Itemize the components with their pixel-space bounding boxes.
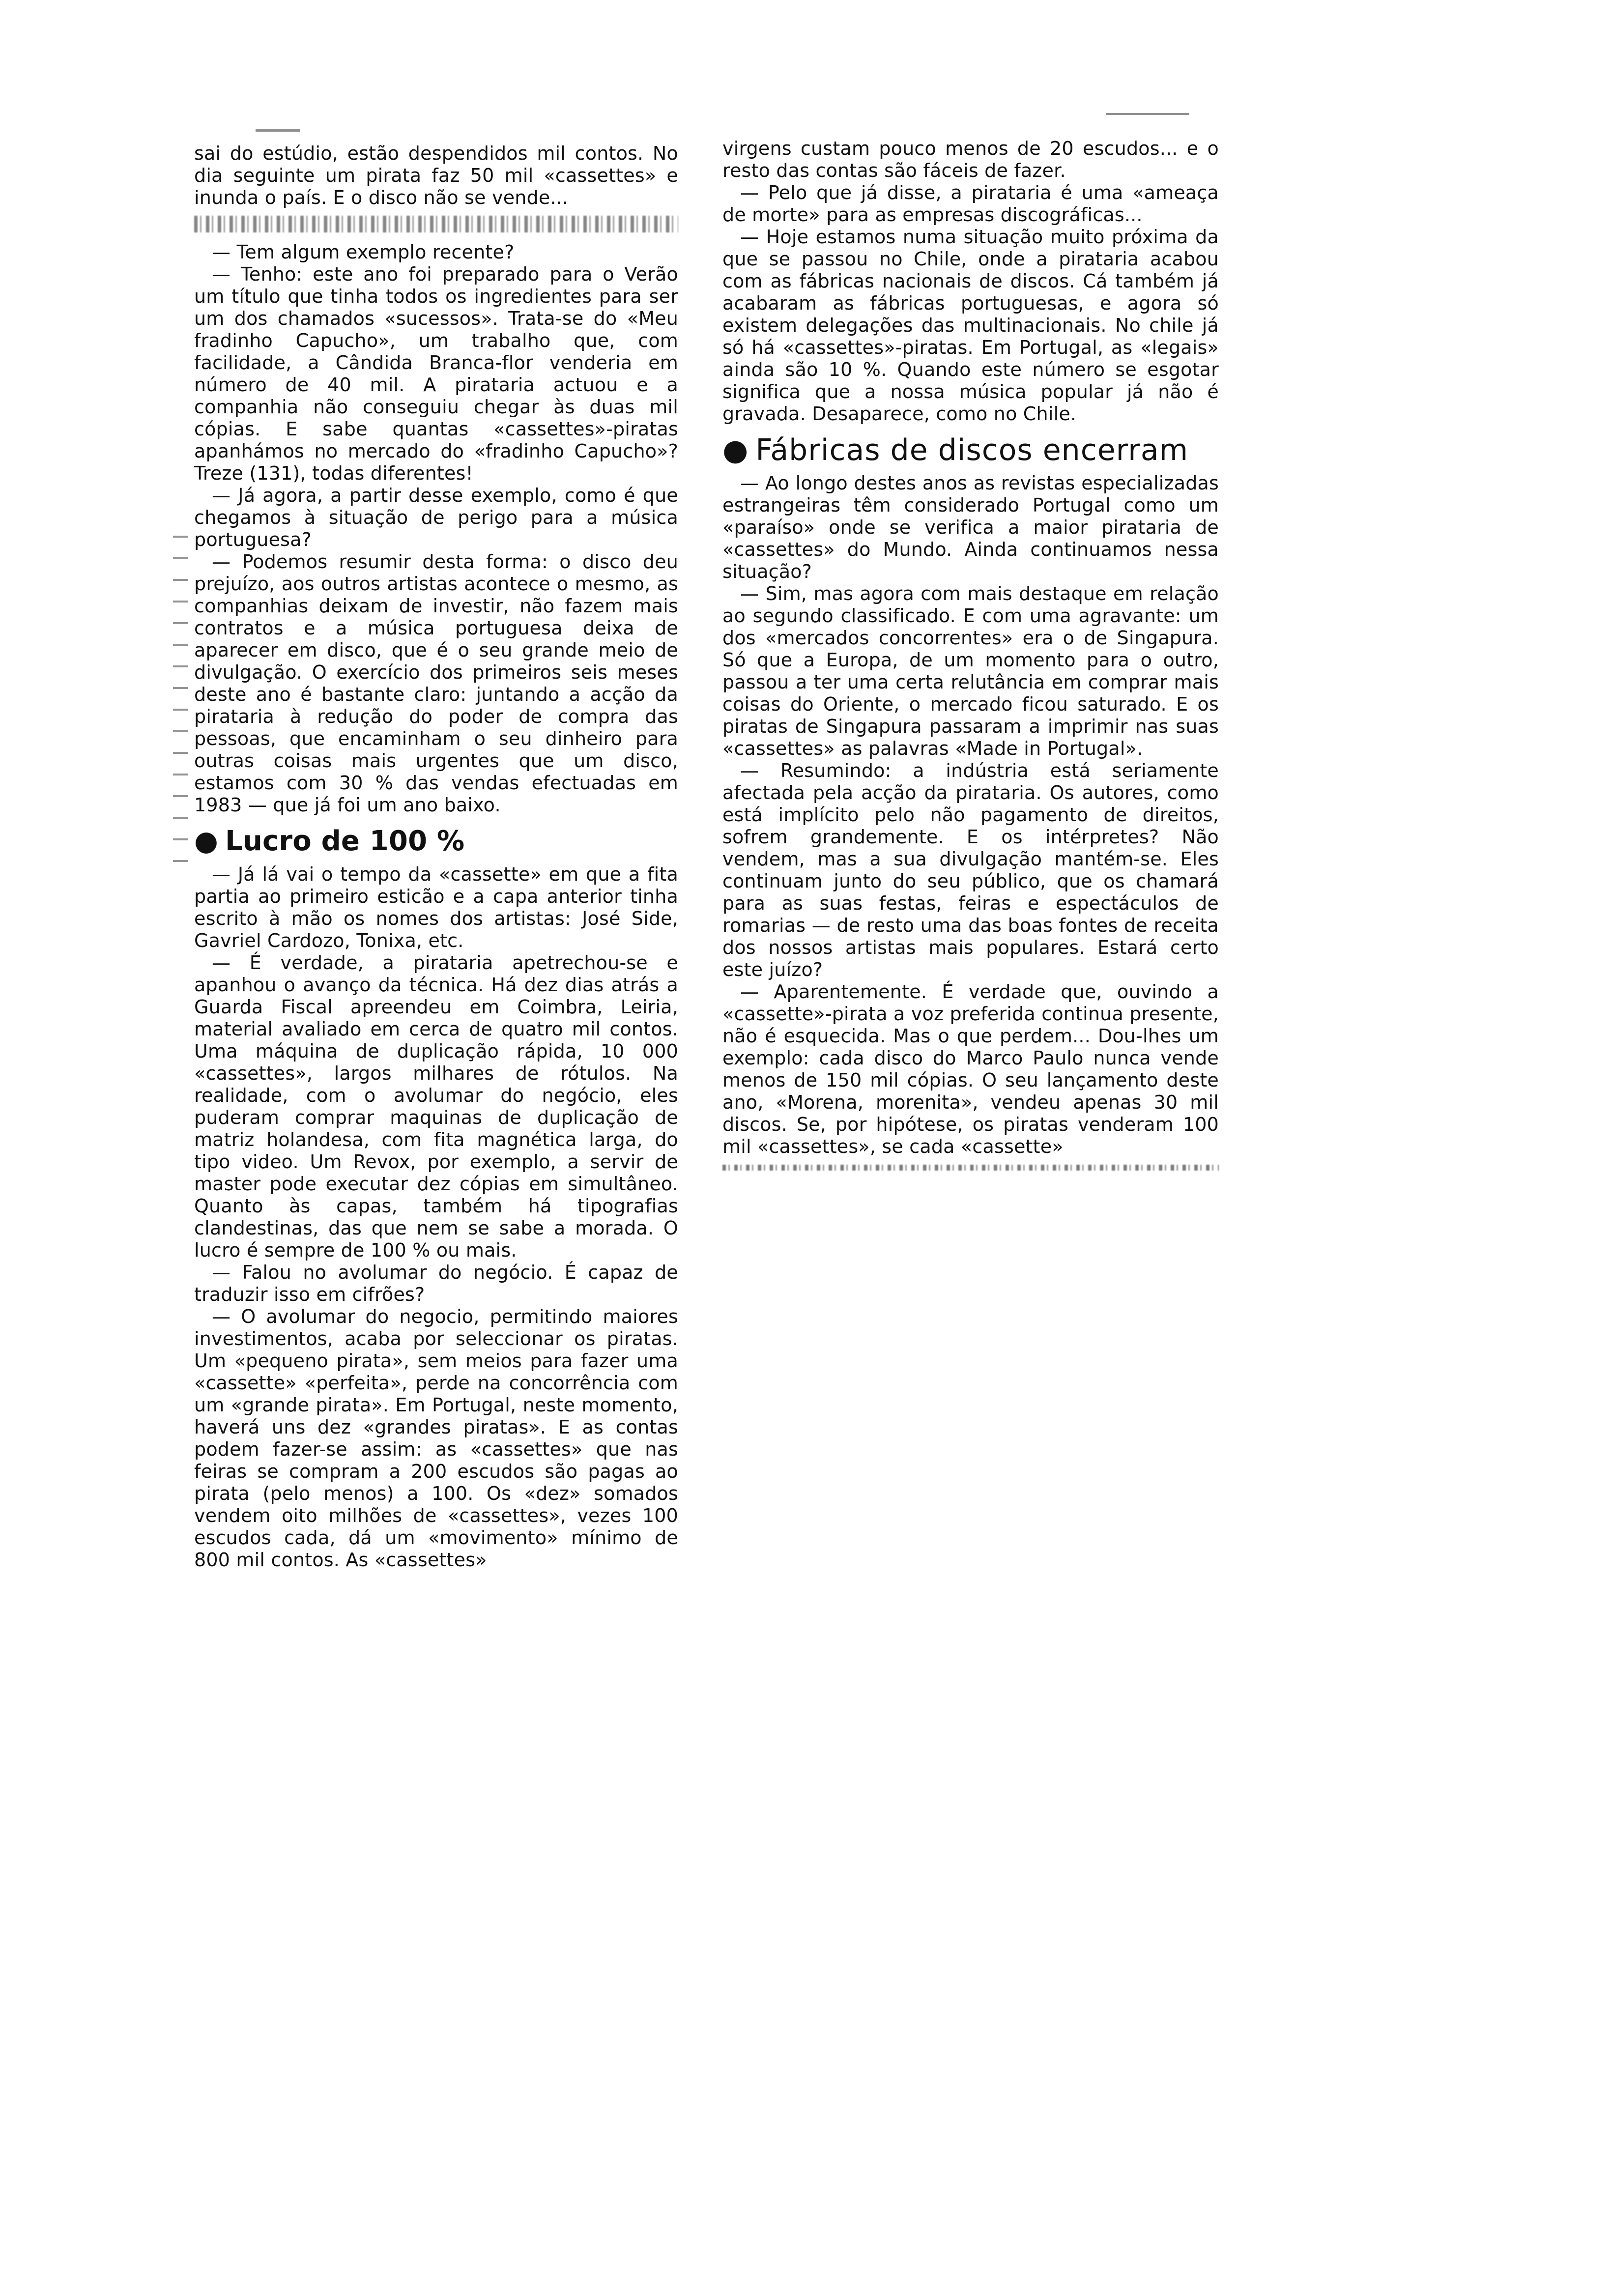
right-paragraph-continuation: virgens custam pouco menos de 20 escudos... e o resto das contas são fáceis de fazer.	[722, 138, 1219, 181]
left-paragraph: — Já agora, a partir desse exemplo, como é que chegamos à situação de perigo para a música portuguesa?	[194, 485, 678, 550]
left-paragraph: — Tenho: este ano foi preparado para o Verão um título que tinha todos os ingredientes para ser um dos chamados «sucessos». Trata-se do «Meu fradinho Capucho», um trabalho que, com facilidade, a Cândida Branca-flor venderia em número de 40 mil. A pirataria actuou e a companhia não conseguiu chegar às duas mil cópias. E sabe quantas «cassettes»-piratas apanhámos no mercado do «fradinho Capucho»? Treze (131), todas diferentes!	[194, 263, 678, 484]
column-end-rule	[722, 1165, 1219, 1171]
left-paragraph-continuation: sai do estúdio, estão despendidos mil contos. No dia seguinte um pirata faz 50 mil «cassettes» e inunda o país. E o disco não se vende...	[194, 143, 678, 208]
left-paragraph: — Tem algum exemplo recente?	[212, 241, 515, 263]
right-paragraph: — Aparentemente. É verdade que, ouvindo a «cassette»-pirata a voz preferida continua presente, não é esquecida. Mas o que perdem... Dou-lhes um exemplo: cada disco do Marco Paulo nunca vende menos de 150 mil cópias. O seu lançamento deste ano, «Morena, morenita», vendeu apenas 30 mil discos. Se, por hipótese, os piratas venderam 100 mil «cassettes», se cada «cassette»	[722, 981, 1219, 1157]
left-column	[194, 143, 678, 1571]
left-paragraph: — Falou no avolumar do negócio. É capaz de traduzir isso em cifrões?	[194, 1262, 678, 1305]
right-paragraph: — Sim, mas agora com mais destaque em relação ao segundo classificado. E com uma agravante: um dos «mercados concorrentes» era o de Singapura. Só que a Europa, de um momento para o outro, passou a ter uma certa relutância em comprar mais coisas do Oriente, o mercado ficou saturado. E os piratas de Singapura passaram a imprimir nas suas «cassettes» as palavras «Made in Portugal».	[722, 583, 1219, 759]
left-paragraph: — Já lá vai o tempo da «cassette» em que a fita partia ao primeiro esticão e a capa anterior tinha escrito à mão os nomes dos artistas: José Side, Gavriel Cardozo, Tonixa, etc.	[194, 863, 678, 951]
print-mark	[256, 129, 300, 132]
left-edge-print-marks	[173, 536, 188, 880]
section-divider	[194, 216, 678, 232]
section-heading-lucro	[194, 827, 678, 856]
left-paragraph: — É verdade, a pirataria apetrechou-se e apanhou o avanço da técnica. Há dez dias atrás a Guarda Fiscal apreendeu em Coimbra, Leiria, material avaliado em cerca de quatro mil contos. Uma máquina de duplicação rápida, 10 000 «cassettes», largos milhares de rótulos. Na realidade, com o avolumar do negócio, eles puderam comprar maquinas de duplicação de matriz holandesa, com fita magnética larga, do tipo video. Um Revox, por exemplo, a servir de master pode executar dez cópias em simultâneo. Quanto às capas, também há tipografias clandestinas, das que nem se sabe a morada. O lucro é sempre de 100 % ou mais.	[194, 952, 678, 1261]
right-paragraph: — Ao longo destes anos as revistas especializadas estrangeiras têm considerado Portugal como um «paraíso» onde se verifica a maior pirataria de «cassettes» do Mundo. Ainda continuamos nessa situação?	[722, 472, 1219, 582]
section-heading-text: Fábricas de discos encerram	[755, 433, 1189, 467]
bullet-icon: ●	[722, 433, 749, 467]
section-heading-fabricas	[722, 433, 1219, 467]
right-paragraph: — Pelo que já disse, a pirataria é uma «ameaça de morte» para as empresas discográficas...	[722, 182, 1219, 226]
section-heading-text: Lucro de 100 %	[225, 825, 465, 857]
bullet-icon: ●	[194, 825, 219, 857]
left-paragraph: — Podemos resumir desta forma: o disco deu prejuízo, aos outros artistas acontece o mesmo, as companhias deixam de investir, não fazem mais contratos e a música portuguesa deixa de aparecer em disco, que é o seu grande meio de divulgação. O exercício dos primeiros seis meses deste ano é bastante claro: juntando a acção da pirataria à redução do poder de compra das pessoas, que encaminham o seu dinheiro para outras coisas mais urgentes que um disco, estamos com 30 % das vendas efectuadas em 1983 — que já foi um ano baixo.	[194, 551, 678, 816]
print-mark	[1106, 113, 1189, 115]
right-paragraph: — Hoje estamos numa situação muito próxima da que se passou no Chile, onde a pirataria acabou com as fábricas nacionais de discos. Cá também já acabaram as fábricas portuguesas, e agora só existem delegações das multinacionais. No chile já só há «cassettes»-piratas. Em Portugal, as «legais» ainda são 10 %. Quando este número se esgotar significa que a nossa música popular já não é gravada. Desaparece, como no Chile.	[722, 226, 1219, 425]
right-paragraph: — Resumindo: a indústria está seriamente afectada pela acção da pirataria. Os autores, como está implícito pelo não pagamento de direitos, sofrem grandemente. E os intérpretes? Não vendem, mas a sua divulgação mantém-se. Eles continuam junto do seu público, que os chamará para as suas festas, feiras e espectáculos de romarias — de resto uma das boas fontes de receita dos nossos artistas mais populares. Estará certo este juízo?	[722, 760, 1219, 980]
right-column	[722, 138, 1219, 1179]
left-paragraph: — O avolumar do negocio, permitindo maiores investimentos, acaba por seleccionar os piratas. Um «pequeno pirata», sem meios para fazer uma «cassette» «perfeita», perde na concorrência com um «grande pirata». Em Portugal, neste momento, haverá uns dez «grandes piratas». E as contas podem fazer-se assim: as «cassettes» que nas feiras se compram a 200 escudos são pagas ao pirata (pelo menos) a 100. Os «dez» somados vendem oito milhões de «cassettes», vezes 100 escudos cada, dá um «movimento» mínimo de 800 mil contos. As «cassettes»	[194, 1306, 678, 1571]
